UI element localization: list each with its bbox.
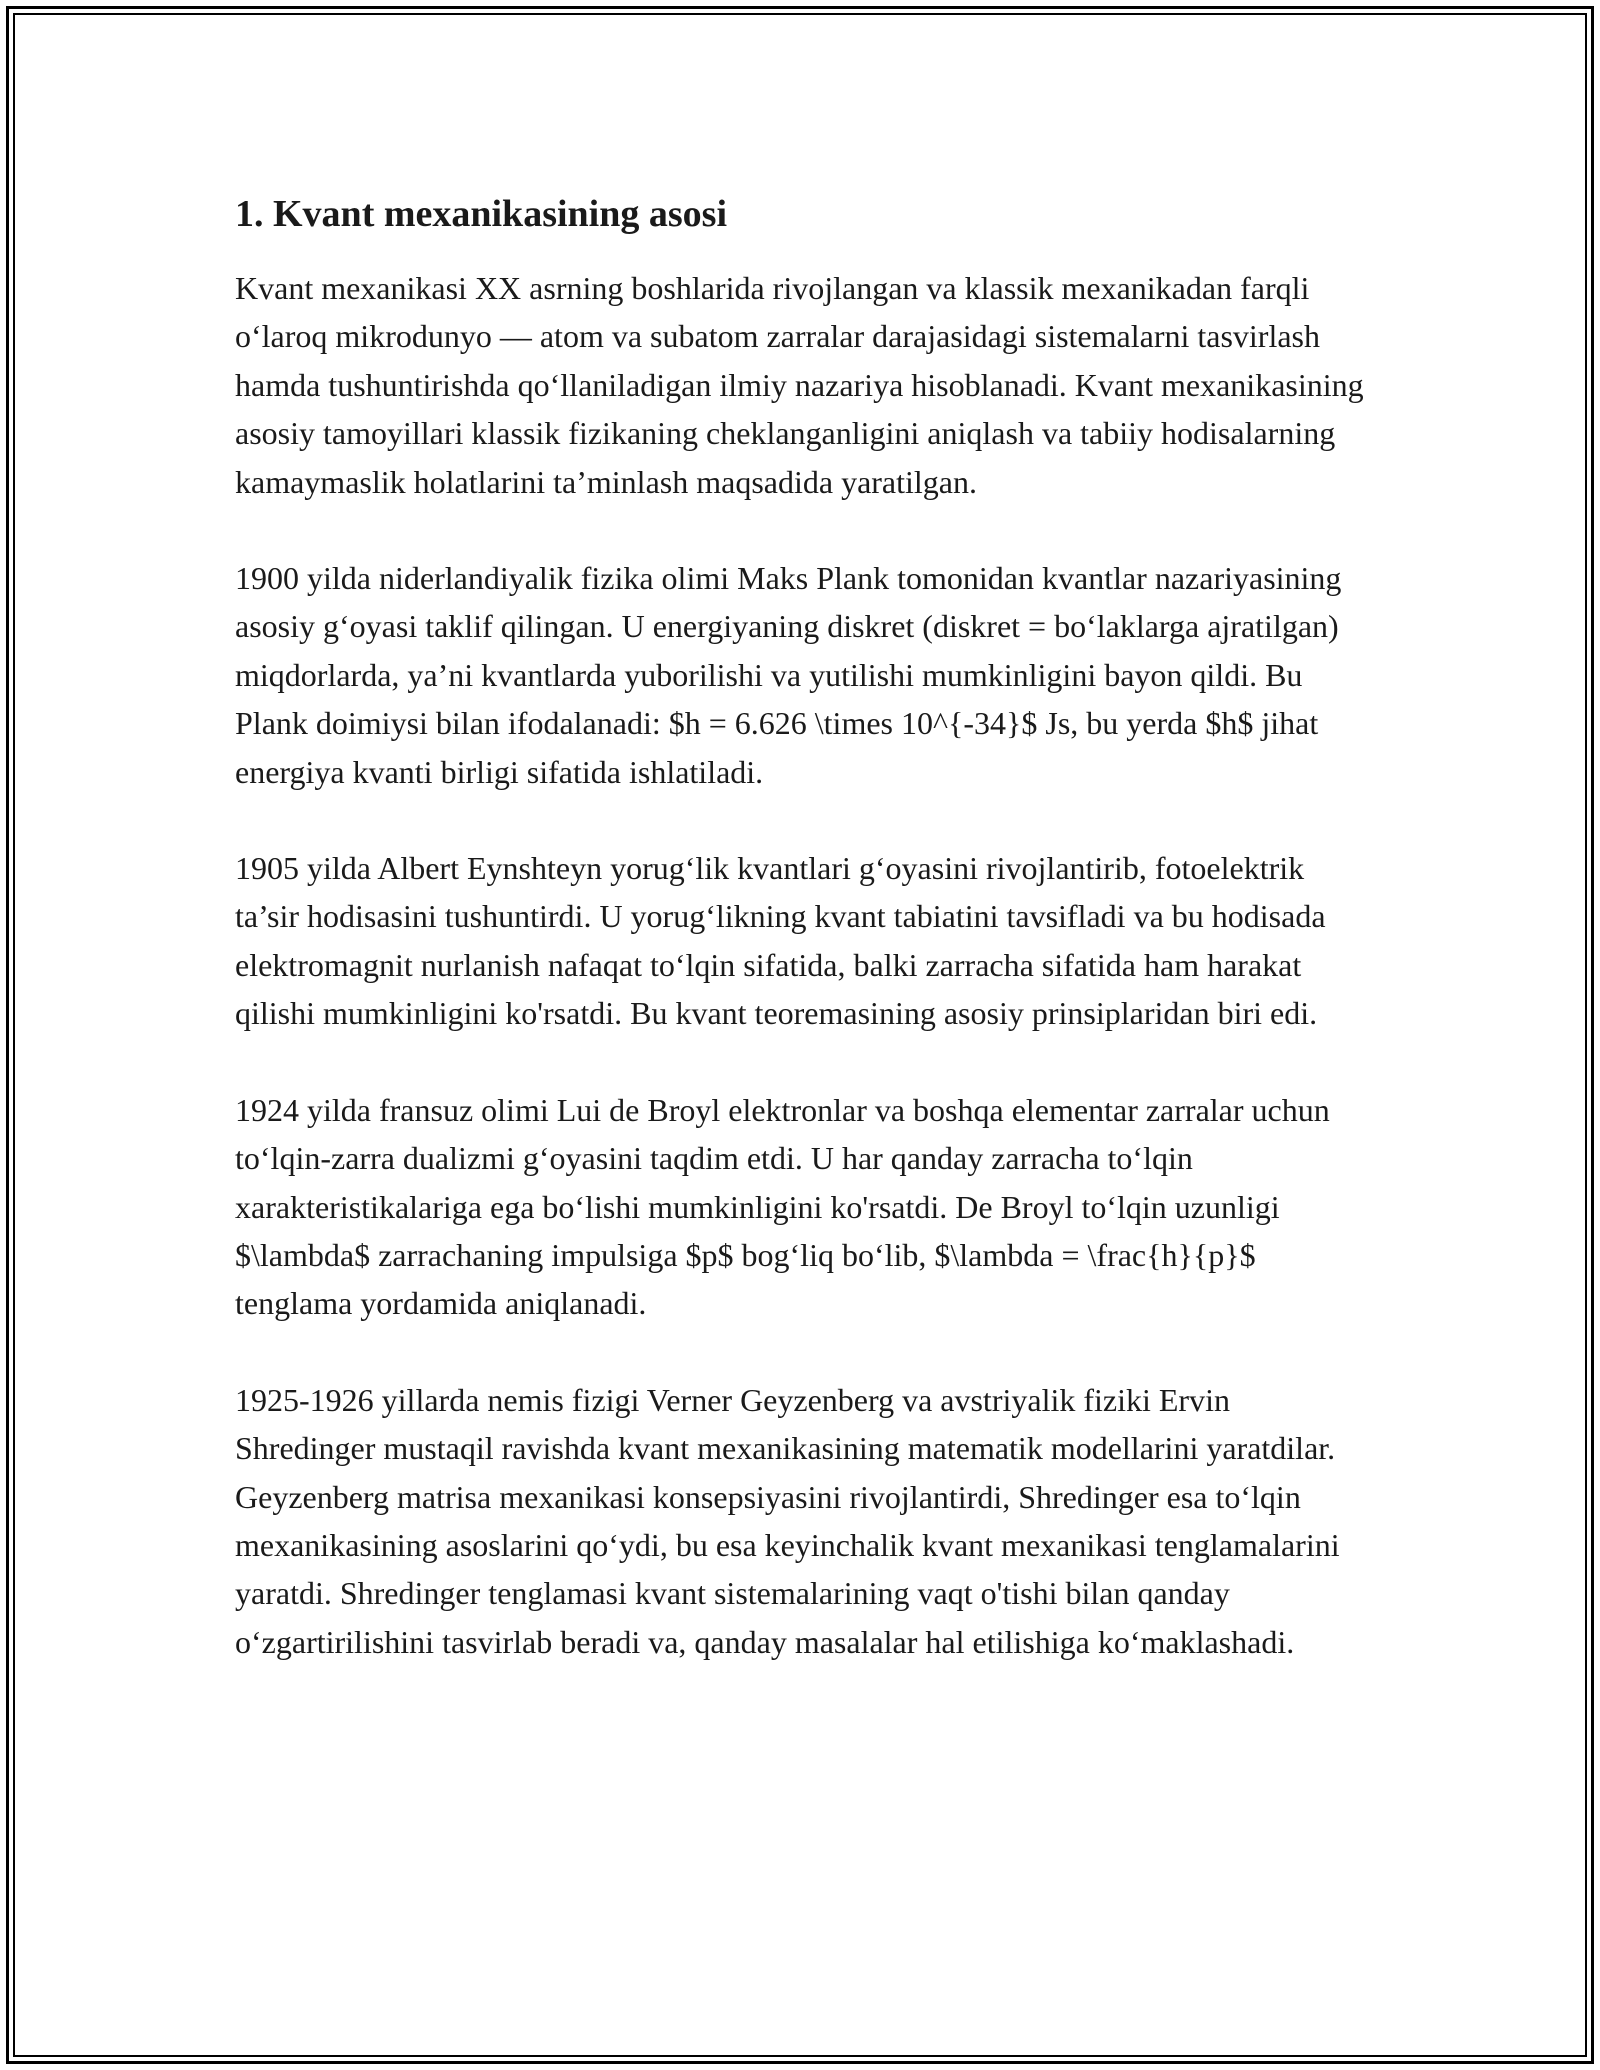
paragraph-planck: 1900 yilda niderlandiyalik fizika olimi Maks Plank tomonidan kvantlar nazariyasining asosiy g‘oyasi taklif qilingan. U energiyaning diskret (diskret = bo‘laklarga ajratilgan) miqdorlarda, ya’ni kvantlarda yuborilishi va yutilishi mumkinligini bayon qildi. Bu Plank doimiysi bilan ifodalanadi: $h = 6.626 \times 10^{-34}$ Js, bu yerda $h$ jihat energiya kvanti birligi sifatida ishlatiladi. bbox=[235, 560, 1342, 790]
section-heading: 1. Kvant mexanikasining asosi bbox=[235, 193, 727, 235]
paragraph-heisenberg-schrodinger: 1925-1926 yillarda nemis fizigi Verner Geyzenberg va avstriyalik fiziki Ervin Shredinger mustaqil ravishda kvant mexanikasining matematik modellarini yaratdilar. Geyzenberg matrisa mexanikasi konsepsiyasini rivojlantirdi, Shredinger esa to‘lqin mexanikasining asoslarini qo‘ydi, bu esa keyinchalik kvant mexanikasi tenglamalarini yaratdi. Shredinger tenglamasi kvant sistemalarining vaqt o'tishi bilan qanday o‘zgartirilishini tasvirlab beradi va, qanday masalalar hal etilishiga ko‘maklashadi. bbox=[235, 1381, 1340, 1660]
document-body bbox=[235, 186, 1365, 1714]
paragraph-einstein: 1905 yilda Albert Eynshteyn yorug‘lik kvantlari g‘oyasini rivojlantirib, fotoelektrik ta’sir hodisasini tushuntirdi. U yorug‘likning kvant tabiatini tavsifladi va bu hodisada elektromagnit nurlanish nafaqat to‘lqin sifatida, balki zarracha sifatida ham harakat qilishi mumkinligini ko'rsatdi. Bu kvant teoremasining asosiy prinsiplaridan biri edi. bbox=[235, 850, 1326, 1032]
paragraph-de-broglie: 1924 yilda fransuz olimi Lui de Broyl elektronlar va boshqa elementar zarralar uchun to‘lqin-zarra dualizmi g‘oyasini taqdim etdi. U har qanday zarracha to‘lqin xarakteristikalariga ega bo‘lishi mumkinligini ko'rsatdi. De Broyl to‘lqin uzunligi $\lambda$ zarrachaning impulsiga $p$ bog‘liq bo‘lib, $\lambda = \frac{h}{p}$ tenglama yordamida aniqlanadi. bbox=[235, 1091, 1330, 1322]
paragraph-intro: Kvant mexanikasi XX asrning boshlarida rivojlangan va klassik mexanikadan farqli o‘laroq mikrodunyo — atom va subatom zarralar darajasidagi sistemalarni tasvirlash hamda tushuntirishda qo‘llaniladigan ilmiy nazariya hisoblanadi. Kvant mexanikasining asosiy tamoyillari klassik fizikaning cheklanganligini aniqlash va tabiiy hodisalarning kamaymaslik holatlarini ta’minlash maqsadida yaratilgan. bbox=[235, 270, 1364, 500]
